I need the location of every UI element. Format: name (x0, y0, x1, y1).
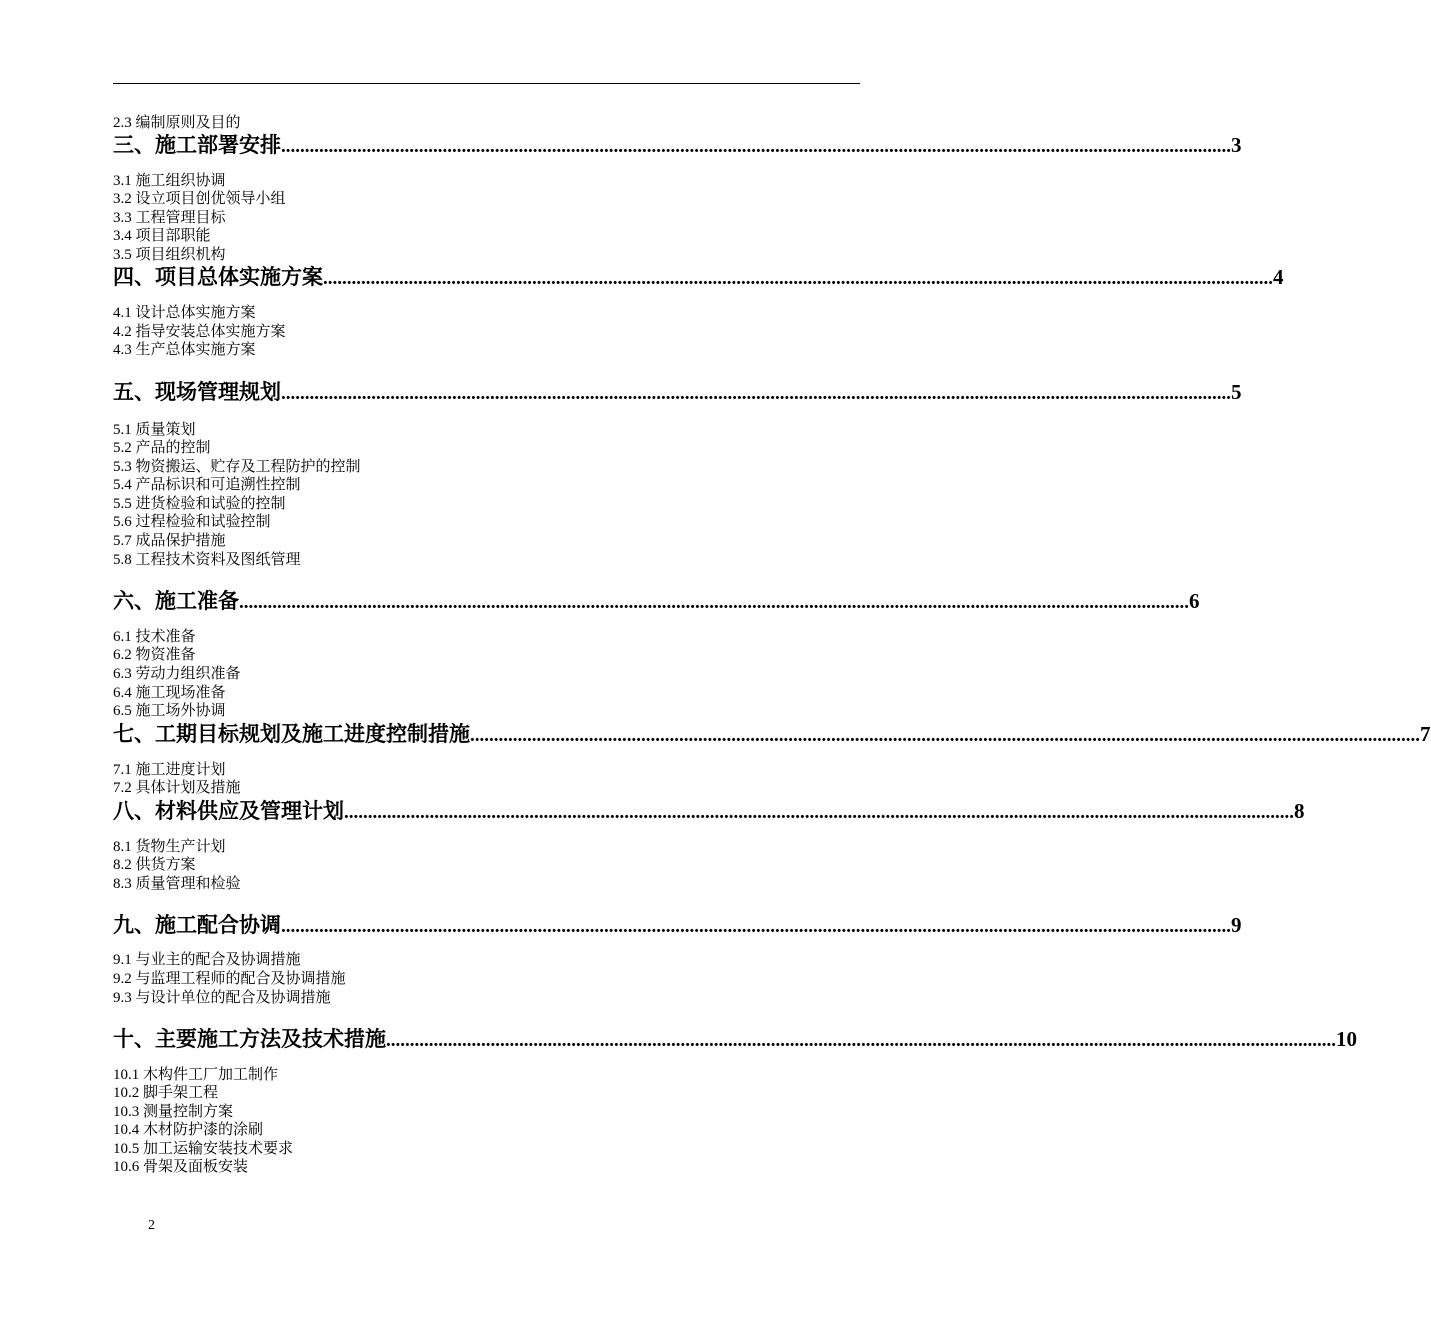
toc-heading-page: 4 (1273, 265, 1284, 289)
toc-item[interactable]: 4.1 设计总体实施方案 (113, 305, 256, 321)
toc-heading-6[interactable] (113, 587, 1200, 615)
toc-item[interactable]: 9.2 与监理工程师的配合及协调措施 (113, 971, 346, 987)
toc-item[interactable]: 10.2 脚手架工程 (113, 1085, 219, 1101)
toc-heading-page: 5 (1231, 380, 1242, 404)
toc-heading-8[interactable] (113, 797, 1305, 825)
toc-item[interactable]: 6.1 技术准备 (113, 629, 196, 645)
toc-heading-10[interactable] (113, 1025, 1357, 1053)
toc-item[interactable]: 5.4 产品标识和可追溯性控制 (113, 477, 301, 493)
dot-leader: ........................................................................................................................................................................................................ (281, 383, 1231, 404)
toc-item[interactable]: 9.3 与设计单位的配合及协调措施 (113, 990, 331, 1006)
toc-heading-title: 四、项目总体实施方案 (113, 265, 323, 289)
toc-item[interactable]: 5.8 工程技术资料及图纸管理 (113, 552, 301, 568)
toc-item[interactable]: 7.2 具体计划及措施 (113, 780, 241, 796)
toc-item[interactable]: 7.1 施工进度计划 (113, 762, 226, 778)
toc-item[interactable]: 5.5 进货检验和试验的控制 (113, 496, 286, 512)
toc-heading-9[interactable] (113, 911, 1242, 939)
toc-item[interactable]: 5.3 物资搬运、贮存及工程防护的控制 (113, 459, 361, 475)
toc-item[interactable]: 8.3 质量管理和检验 (113, 876, 241, 892)
toc-heading-5[interactable] (113, 378, 1242, 406)
toc-heading-4[interactable] (113, 263, 1284, 291)
toc-heading-page: 9 (1231, 913, 1242, 937)
toc-item[interactable]: 4.2 指导安装总体实施方案 (113, 324, 286, 340)
toc-heading-page: 10 (1336, 1027, 1357, 1051)
dot-leader: ........................................................................................................................................................................................................ (281, 916, 1231, 937)
dot-leader: ........................................................................................................................................................................................................ (470, 725, 1420, 746)
toc-item[interactable]: 5.7 成品保护措施 (113, 533, 226, 549)
toc-item[interactable]: 8.1 货物生产计划 (113, 839, 226, 855)
toc-item[interactable]: 3.5 项目组织机构 (113, 247, 226, 263)
toc-heading-title: 五、现场管理规划 (113, 380, 281, 404)
dot-leader: ........................................................................................................................................................................................................ (344, 802, 1294, 823)
toc-item[interactable]: 3.1 施工组织协调 (113, 173, 226, 189)
toc-heading-title: 三、施工部署安排 (113, 133, 281, 157)
toc-heading-title: 七、工期目标规划及施工进度控制措施 (113, 722, 470, 746)
toc-item[interactable]: 5.2 产品的控制 (113, 440, 211, 456)
toc-item[interactable]: 6.2 物资准备 (113, 647, 196, 663)
toc-heading-title: 八、材料供应及管理计划 (113, 799, 344, 823)
toc-item[interactable]: 6.4 施工现场准备 (113, 685, 226, 701)
dot-leader: ........................................................................................................................................................................................................ (323, 268, 1273, 289)
toc-item[interactable]: 3.2 设立项目创优领导小组 (113, 191, 286, 207)
page-number: 2 (148, 1218, 155, 1233)
toc-item[interactable]: 10.6 骨架及面板安装 (113, 1159, 249, 1175)
toc-item[interactable]: 10.4 木材防护漆的涂刷 (113, 1122, 264, 1138)
toc-item[interactable]: 2.3 编制原则及目的 (113, 115, 241, 131)
toc-item[interactable]: 9.1 与业主的配合及协调措施 (113, 952, 301, 968)
toc-item[interactable]: 6.5 施工场外协调 (113, 703, 226, 719)
toc-item[interactable]: 8.2 供货方案 (113, 857, 196, 873)
toc-heading-3[interactable] (113, 131, 1242, 159)
toc-heading-7[interactable] (113, 720, 1431, 748)
toc-heading-title: 十、主要施工方法及技术措施 (113, 1027, 386, 1051)
toc-item[interactable]: 10.1 木构件工厂加工制作 (113, 1067, 279, 1083)
toc-heading-page: 3 (1231, 133, 1242, 157)
toc-heading-title: 九、施工配合协调 (113, 913, 281, 937)
toc-heading-page: 6 (1189, 589, 1200, 613)
toc-item[interactable]: 5.1 质量策划 (113, 422, 196, 438)
toc-item[interactable]: 3.4 项目部职能 (113, 228, 211, 244)
toc-heading-page: 7 (1420, 722, 1431, 746)
dot-leader: ........................................................................................................................................................................................................ (386, 1030, 1336, 1051)
toc-item[interactable]: 10.5 加工运输安装技术要求 (113, 1141, 294, 1157)
toc-item[interactable]: 5.6 过程检验和试验控制 (113, 514, 271, 530)
toc-heading-page: 8 (1294, 799, 1305, 823)
toc-item[interactable]: 6.3 劳动力组织准备 (113, 666, 241, 682)
dot-leader: ........................................................................................................................................................................................................ (239, 592, 1189, 613)
toc-item[interactable]: 4.3 生产总体实施方案 (113, 342, 256, 358)
dot-leader: ........................................................................................................................................................................................................ (281, 136, 1231, 157)
toc-item[interactable]: 3.3 工程管理目标 (113, 210, 226, 226)
header-rule (113, 83, 860, 84)
toc-heading-title: 六、施工准备 (113, 589, 239, 613)
toc-item[interactable]: 10.3 测量控制方案 (113, 1104, 234, 1120)
